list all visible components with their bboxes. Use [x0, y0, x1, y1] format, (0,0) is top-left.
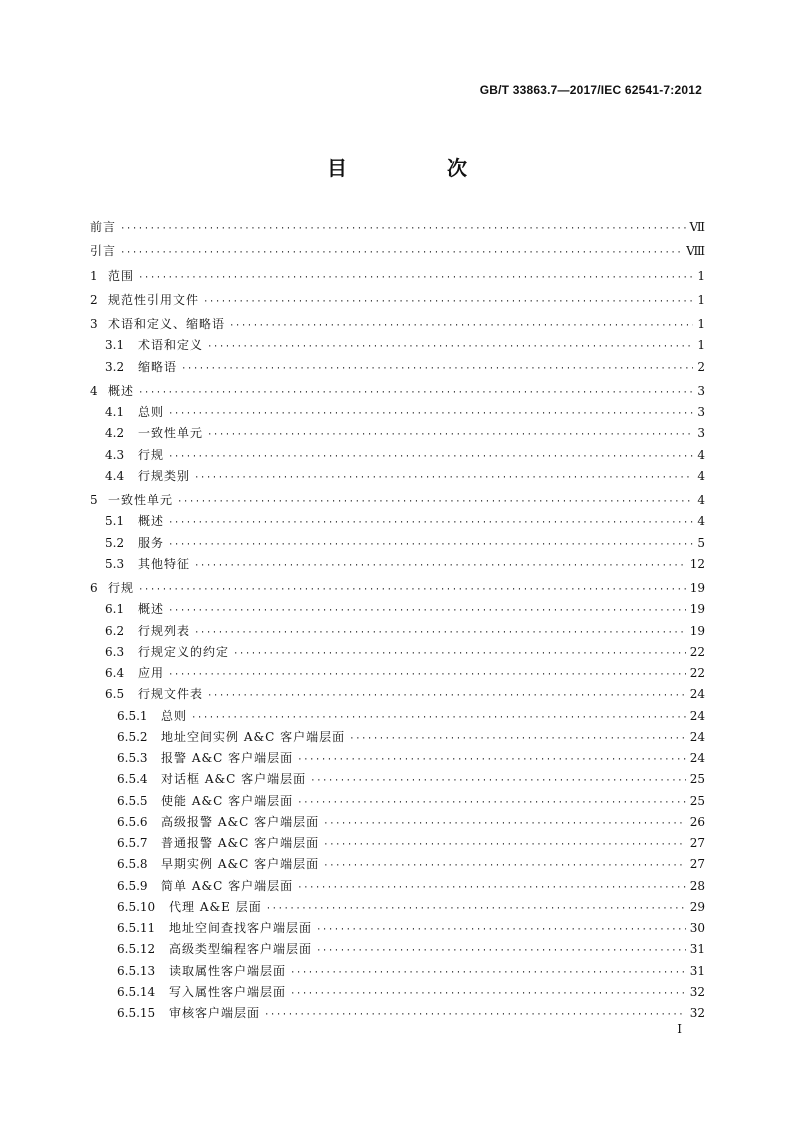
toc-dot-leader	[207, 425, 693, 446]
toc-dot-leader	[266, 899, 686, 920]
toc-dot-leader	[168, 404, 693, 425]
toc-entry[interactable]	[90, 290, 705, 311]
toc-entry[interactable]	[90, 684, 705, 705]
toc-dot-leader	[191, 708, 686, 729]
standard-number-header: GB/T 33863.7—2017/IEC 62541-7:2012	[479, 83, 702, 97]
toc-entry-number: 6.5.6	[117, 814, 148, 829]
toc-entry-number: 3.2	[105, 359, 125, 374]
toc-entry[interactable]	[90, 897, 705, 918]
toc-entry[interactable]	[90, 918, 705, 939]
toc-entry[interactable]	[90, 833, 705, 854]
toc-dot-leader	[297, 878, 686, 899]
toc-entry-title: 审核客户端层面	[169, 1006, 261, 1020]
toc-entry-page: 4	[697, 468, 705, 483]
toc-dot-leader	[290, 984, 686, 1005]
toc-entry-title: 前言	[90, 220, 117, 234]
toc-entry-page: 1	[697, 268, 705, 283]
toc-entry[interactable]	[90, 490, 705, 511]
toc-entry-page: 22	[689, 644, 705, 659]
toc-dot-leader	[177, 492, 693, 513]
toc-entry[interactable]	[90, 578, 705, 599]
toc-entry-title: 读取属性客户端层面	[169, 963, 287, 978]
toc-entry-number: 6.5.13	[117, 963, 156, 978]
toc-entry-page: 25	[689, 793, 705, 808]
toc-entry-title: 概述	[108, 383, 135, 398]
toc-dot-leader	[323, 856, 686, 877]
toc-entry-number: 6.5.11	[117, 921, 156, 935]
toc-dot-leader	[120, 219, 685, 240]
toc-dot-leader	[168, 601, 686, 622]
toc-entry-title: 使能 A&C 客户端层面	[161, 793, 294, 808]
toc-entry-number: 6.5.8	[117, 857, 148, 872]
toc-entry-page: 4	[697, 447, 705, 462]
toc-entry-title: 一致性单元	[138, 426, 204, 441]
toc-entry-page: Ⅷ	[686, 244, 705, 259]
toc-dot-leader	[194, 556, 686, 577]
toc-entry[interactable]	[90, 854, 705, 875]
page-title: 目 次	[327, 156, 507, 180]
toc-entry[interactable]	[90, 706, 705, 727]
toc-entry[interactable]	[90, 381, 705, 402]
toc-entry-title: 行规列表	[138, 623, 191, 638]
toc-entry[interactable]	[90, 1003, 705, 1024]
toc-entry[interactable]	[90, 554, 705, 575]
toc-entry-title: 行规类别	[138, 468, 191, 483]
toc-entry-number: 6.5.10	[117, 899, 156, 914]
toc-entry[interactable]	[90, 961, 705, 982]
toc-entry[interactable]	[90, 445, 705, 466]
toc-entry[interactable]	[90, 621, 705, 642]
toc-dot-leader	[207, 686, 686, 707]
toc-entry[interactable]	[90, 727, 705, 748]
toc-entry-title: 行规定义的约定	[138, 644, 230, 659]
toc-entry-number: 6.5.5	[117, 793, 148, 808]
toc-entry-number: 6.4	[105, 666, 125, 680]
toc-entry-page: 24	[689, 708, 705, 723]
toc-entry-number: 6.5.7	[117, 836, 148, 850]
toc-entry-number: 3	[90, 317, 98, 331]
toc-entry-page: Ⅶ	[689, 220, 705, 234]
toc-dot-leader	[264, 1005, 686, 1026]
toc-entry-page: 28	[689, 878, 705, 893]
toc-entry-title: 概述	[138, 514, 165, 529]
toc-entry-title: 其他特征	[138, 556, 191, 571]
toc-entry-title: 概述	[138, 602, 165, 617]
toc-entry-number: 5.1	[105, 514, 125, 529]
toc-entry[interactable]	[90, 812, 705, 833]
toc-entry-title: 术语和定义、缩略语	[108, 317, 226, 331]
toc-entry[interactable]	[90, 335, 705, 356]
toc-entry-title: 行规	[108, 581, 135, 595]
toc-entry-page: 27	[689, 836, 705, 850]
toc-dot-leader	[207, 337, 693, 358]
toc-entry-page: 26	[689, 814, 705, 829]
toc-entry-title: 对话框 A&C 客户端层面	[161, 772, 307, 787]
toc-entry-page: 27	[689, 857, 705, 872]
toc-entry-page: 24	[689, 729, 705, 744]
toc-entry-page: 2	[697, 359, 705, 374]
toc-entry-page: 19	[689, 581, 705, 595]
toc-entry-title: 代理 A&E 层面	[169, 899, 262, 914]
toc-entry-page: 1	[697, 317, 705, 331]
toc-entry-page: 32	[689, 1006, 705, 1020]
toc-entry-page: 3	[697, 405, 705, 419]
toc-entry-number: 6.5.4	[117, 772, 148, 787]
toc-entry-title: 服务	[138, 535, 165, 550]
toc-entry-title: 高级类型编程客户端层面	[169, 942, 313, 957]
toc-entry-title: 范围	[108, 268, 135, 283]
toc-entry-title: 一致性单元	[108, 493, 174, 507]
table-of-contents	[90, 217, 705, 1024]
toc-dot-leader	[349, 729, 686, 750]
toc-entry[interactable]	[90, 266, 705, 287]
toc-entry-page: 22	[689, 666, 705, 680]
toc-entry[interactable]	[90, 217, 705, 238]
toc-entry-page: 32	[689, 984, 705, 999]
toc-entry-number: 6.2	[105, 623, 125, 638]
toc-entry-number: 6.5	[105, 687, 125, 702]
toc-entry[interactable]	[90, 466, 705, 487]
toc-entry[interactable]	[90, 876, 705, 897]
toc-entry-title: 高级报警 A&C 客户端层面	[161, 814, 320, 829]
toc-entry-number: 6.1	[105, 602, 125, 617]
toc-entry[interactable]	[90, 423, 705, 444]
toc-entry[interactable]	[90, 402, 705, 423]
toc-entry-title: 总则	[138, 405, 165, 419]
toc-entry-page: 24	[689, 687, 705, 702]
toc-entry-page: 24	[689, 751, 705, 765]
toc-dot-leader	[316, 941, 686, 962]
toc-dot-leader	[168, 535, 693, 556]
toc-entry-title: 行规文件表	[138, 687, 204, 702]
toc-entry-page: 3	[697, 383, 705, 398]
toc-dot-leader	[203, 292, 693, 313]
toc-entry-page: 3	[697, 426, 705, 441]
toc-entry-page: 1	[697, 292, 705, 307]
toc-entry-title: 报警 A&C 客户端层面	[161, 751, 294, 765]
toc-entry-page: 19	[689, 602, 705, 617]
toc-entry-page: 19	[689, 623, 705, 638]
toc-entry-number: 4	[90, 383, 98, 398]
toc-dot-leader	[323, 835, 686, 856]
toc-entry-number: 5.3	[105, 556, 125, 571]
toc-dot-leader	[194, 468, 693, 489]
toc-dot-leader	[194, 623, 686, 644]
toc-entry-page: 31	[689, 963, 705, 978]
toc-dot-leader	[120, 243, 682, 264]
toc-entry-title: 早期实例 A&C 客户端层面	[161, 857, 320, 872]
toc-entry-page: 4	[697, 514, 705, 529]
toc-entry[interactable]	[90, 599, 705, 620]
toc-dot-leader	[138, 580, 686, 601]
toc-dot-leader	[323, 814, 686, 835]
toc-entry[interactable]	[90, 791, 705, 812]
toc-entry-number: 6.5.9	[117, 878, 148, 893]
toc-entry-page: 12	[689, 556, 705, 571]
toc-entry-title: 总则	[161, 708, 188, 723]
toc-entry-number: 5.2	[105, 535, 125, 550]
toc-entry[interactable]	[90, 939, 705, 960]
toc-entry-number: 6.5.1	[117, 708, 148, 723]
toc-entry-page: 30	[689, 921, 705, 935]
toc-entry-title: 地址空间实例 A&C 客户端层面	[161, 729, 346, 744]
toc-dot-leader	[229, 316, 693, 337]
toc-entry-title: 规范性引用文件	[108, 292, 200, 307]
toc-entry-number: 6.5.2	[117, 729, 148, 744]
toc-entry-number: 4.4	[105, 468, 125, 483]
toc-entry-title: 写入属性客户端层面	[169, 984, 287, 999]
toc-entry-number: 6	[90, 581, 98, 595]
toc-entry-number: 6.5.3	[117, 751, 148, 765]
toc-dot-leader	[233, 644, 686, 665]
toc-entry-title: 普通报警 A&C 客户端层面	[161, 836, 320, 850]
toc-entry-page: 25	[689, 772, 705, 787]
toc-dot-leader	[138, 268, 693, 289]
toc-entry[interactable]	[90, 769, 705, 790]
toc-dot-leader	[316, 920, 686, 941]
toc-entry-number: 4.3	[105, 447, 125, 462]
toc-entry-page: 5	[697, 535, 705, 550]
toc-entry[interactable]	[90, 748, 705, 769]
toc-entry[interactable]	[90, 982, 705, 1003]
page-number: I	[677, 1022, 682, 1036]
toc-entry-number: 2	[90, 292, 98, 307]
toc-entry-title: 地址空间查找客户端层面	[169, 921, 313, 935]
toc-entry-number: 3.1	[105, 338, 125, 353]
toc-entry-number: 6.3	[105, 644, 125, 659]
toc-entry-page: 4	[697, 493, 705, 507]
toc-entry[interactable]	[90, 511, 705, 532]
toc-entry[interactable]	[90, 357, 705, 378]
toc-entry-page: 29	[689, 899, 705, 914]
toc-entry-title: 简单 A&C 客户端层面	[161, 878, 294, 893]
toc-entry-number: 6.5.15	[117, 1006, 156, 1020]
toc-entry[interactable]	[90, 314, 705, 335]
toc-entry-page: 31	[689, 942, 705, 957]
toc-dot-leader	[168, 447, 693, 468]
toc-entry-number: 6.5.14	[117, 984, 156, 999]
toc-entry-page: 1	[697, 338, 705, 353]
toc-entry[interactable]	[90, 642, 705, 663]
toc-entry-title: 行规	[138, 447, 165, 462]
toc-entry-number: 5	[90, 493, 98, 507]
toc-entry-title: 应用	[138, 666, 165, 680]
toc-dot-leader	[168, 665, 686, 686]
toc-entry[interactable]	[90, 533, 705, 554]
toc-dot-leader	[181, 359, 693, 380]
toc-dot-leader	[297, 750, 686, 771]
toc-entry[interactable]	[90, 663, 705, 684]
toc-entry-number: 4.1	[105, 405, 125, 419]
toc-dot-leader	[290, 963, 686, 984]
toc-entry-title: 术语和定义	[138, 338, 204, 353]
toc-entry-title: 引言	[90, 244, 117, 259]
toc-entry-title: 缩略语	[138, 359, 178, 374]
toc-dot-leader	[138, 383, 693, 404]
toc-entry-number: 4.2	[105, 426, 125, 441]
toc-entry-number: 1	[90, 268, 98, 283]
toc-dot-leader	[297, 793, 686, 814]
toc-entry[interactable]	[90, 241, 705, 262]
toc-entry-number: 6.5.12	[117, 942, 156, 957]
toc-dot-leader	[168, 513, 693, 534]
toc-dot-leader	[310, 771, 686, 792]
